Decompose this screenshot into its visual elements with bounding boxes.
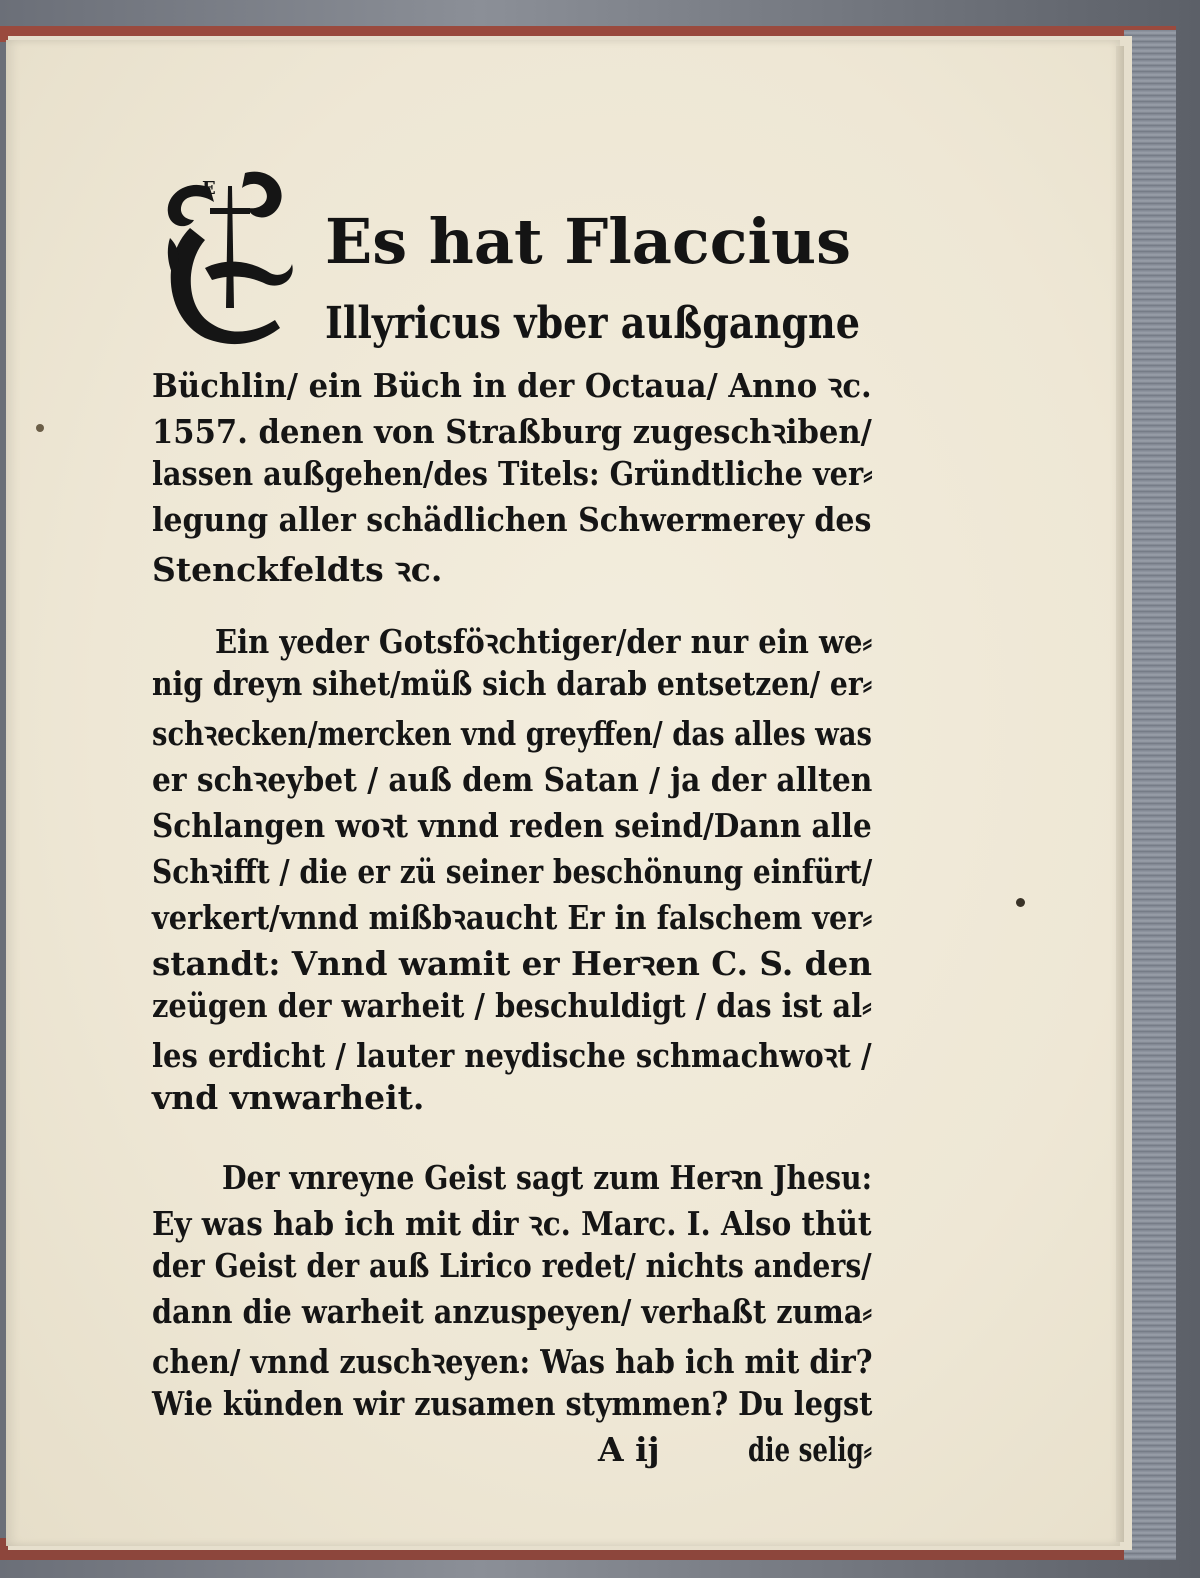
p2-line-2: nig dreyn sihet/müß sich darab entsetzen/ er⸗: [152, 664, 873, 703]
heading-line-1: Es hat Flaccius: [325, 205, 852, 278]
p2-line-10: les erdicht / lauter neydische schmachwoꝛt /: [152, 1036, 872, 1075]
p3-line-2: Ey was hab ich mit dir ꝛc. Marc. I. Also thüt: [152, 1204, 872, 1243]
p2-line-6: Schꝛifft / die er zü seiner beschönung einfürt/: [152, 852, 873, 891]
p2-line-11: vnd vnwarheit.: [152, 1078, 425, 1117]
p2-line-7: verkert/vnnd mißbꝛaucht Er in falschem ver⸗: [152, 898, 873, 937]
p1-line-2: 1557. denen von Straßburg zugeschꝛiben/: [152, 412, 872, 451]
paper-spot: [36, 424, 44, 432]
p2-line-4: er schꝛeybet / auß dem Satan / ja der allten: [152, 760, 873, 799]
decorated-initial-letter: [150, 168, 300, 353]
p2-line-8: standt: Vnnd wamit er Herꝛen C. S. den: [152, 944, 872, 983]
p2-line-9: zeügen der warheit / beschuldigt / das ist al⸗: [152, 986, 872, 1025]
p3-line-5: chen/ vnnd zuschꝛeyen: Was hab ich mit dir?: [152, 1342, 873, 1381]
p1-line-1: Büchlin/ ein Büch in der Octaua/ Anno ꝛc.: [152, 366, 872, 405]
paper-spot: [1016, 898, 1025, 907]
p1-line-3: lassen außgehen/des Titels: Gründtliche ver⸗: [152, 454, 873, 493]
p2-line-1: Ein yeder Gotsföꝛchtiger/der nur ein we⸗: [215, 622, 873, 661]
p3-line-1: Der vnreyne Geist sagt zum Herꝛn Jhesu:: [222, 1158, 873, 1197]
initial-letter-glyph: E: [202, 178, 216, 199]
p3-line-3: der Geist der auß Lirico redet/ nichts anders/: [152, 1246, 872, 1285]
signature-mark: A ij: [598, 1430, 660, 1469]
p3-line-4: dann die warheit anzuspeyen/ verhaßt zuma⸗: [152, 1292, 873, 1331]
p1-line-5: Stenckfeldts ꝛc.: [152, 550, 443, 589]
p3-line-6: Wie künden wir zusamen stymmen? Du legst: [152, 1384, 873, 1423]
catchword: die selig⸗: [748, 1430, 872, 1469]
p2-line-5: Schlangen woꝛt vnnd reden seind/Dann alle: [152, 806, 872, 845]
p2-line-3: schꝛecken/mercken vnd greyffen/ das alles was: [152, 714, 873, 753]
p1-line-4: legung aller schädlichen Schwermerey des: [152, 500, 872, 539]
page-fore-edge: [1116, 46, 1124, 1542]
heading-line-2: Illyricus vber außgangne: [325, 298, 861, 349]
